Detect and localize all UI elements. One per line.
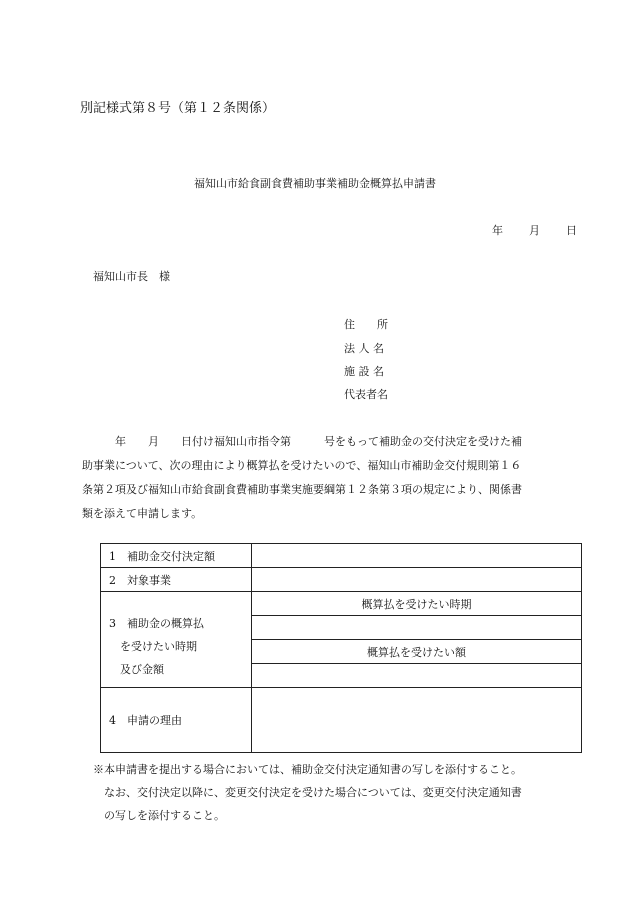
date-year: 年 (492, 224, 503, 237)
note-line: ※本申請書を提出する場合においては、補助金交付決定通知書の写しを添付すること。 (93, 763, 522, 776)
form-number: 別記様式第８号（第１２条関係） (80, 101, 276, 116)
applicant-representative-label: 代表者名 (344, 388, 388, 401)
desired-timing-header: 概算払を受けたい時期 (252, 592, 582, 616)
note-line: なお、交付決定以降に、変更交付決定を受けた場合については、変更交付決定通知書 (93, 786, 522, 799)
document-title: 福知山市給食副食費補助事業補助金概算払申請書 (194, 177, 436, 190)
advance-payment-label-line: 3 補助金の概算払 (109, 617, 204, 630)
target-project-label: 2 対象事業 (101, 568, 252, 592)
advance-payment-label-line: 及び金額 (109, 663, 164, 676)
reason-label: 4 申請の理由 (101, 688, 252, 753)
table-row (101, 592, 582, 616)
addressee: 福知山市長 様 (93, 270, 170, 283)
target-project-field[interactable] (252, 568, 582, 592)
table-row (101, 568, 582, 592)
advance-payment-label-line: を受けたい時期 (109, 640, 197, 653)
note-line: の写しを添付すること。 (93, 809, 225, 822)
date-line (492, 225, 577, 236)
applicant-corporation-label: 法 人 名 (344, 342, 384, 355)
desired-amount-field[interactable] (252, 664, 582, 688)
advance-payment-label (101, 592, 252, 688)
body-line: 年 月 日付け福知山市指令第 号をもって補助金の交付決定を受けた補 (82, 435, 522, 448)
applicant-address-label: 住 所 (344, 318, 388, 331)
date-day: 日 (566, 224, 577, 237)
date-month: 月 (529, 224, 540, 237)
reason-field[interactable] (252, 688, 582, 753)
applicant-facility-label: 施 設 名 (344, 365, 384, 378)
body-line: 助事業について、次の理由により概算払を受けたいので、福知山市補助金交付規則第１６ (82, 459, 522, 472)
desired-amount-header: 概算払を受けたい額 (252, 640, 582, 664)
desired-timing-field[interactable] (252, 616, 582, 640)
table-row (101, 688, 582, 753)
grant-amount-field[interactable] (252, 544, 582, 568)
application-table (100, 543, 582, 753)
body-line: 類を添えて申請します。 (82, 507, 203, 520)
table-row (101, 544, 582, 568)
grant-amount-label: 1 補助金交付決定額 (101, 544, 252, 568)
body-line: 条第２項及び福知山市給食副食費補助事業実施要綱第１２条第３項の規定により、関係書 (82, 483, 522, 496)
